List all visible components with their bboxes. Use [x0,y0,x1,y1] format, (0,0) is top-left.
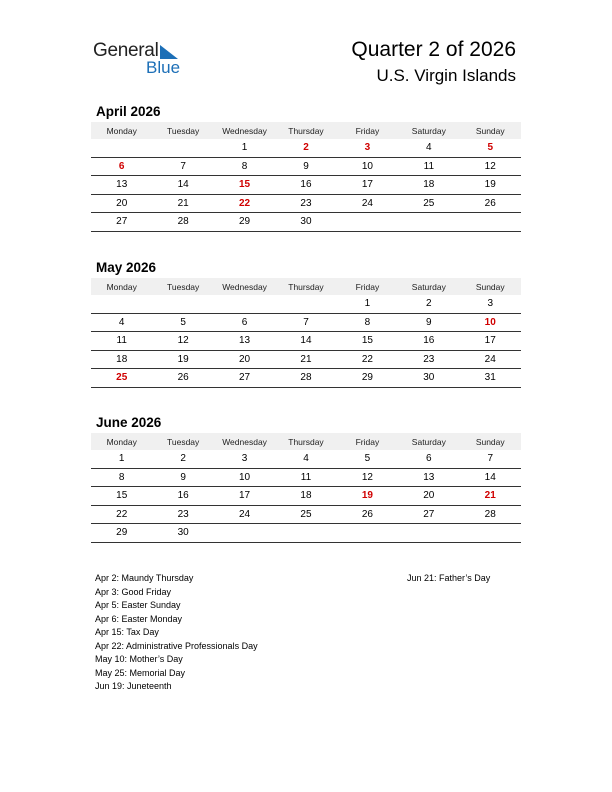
weekday-label: Tuesday [166,125,200,136]
day-cell: 11 [300,471,312,483]
day-cell: 18 [300,490,312,502]
day-cell: 5 [180,316,186,328]
day-cell: 20 [238,353,251,365]
day-cell: 3 [487,298,494,310]
weekday-label: Wednesday [222,281,267,292]
day-cell: 10 [238,471,251,483]
day-cell: 20 [116,197,128,209]
day-cell: 27 [116,216,128,228]
weekday-label: Tuesday [166,436,200,447]
day-cell: 29 [361,372,373,384]
weekday-header [91,433,521,450]
weekday-label: Monday [106,281,137,292]
weekday-label: Tuesday [166,281,200,292]
holiday-list [95,572,258,694]
holiday-item: Apr 2: Maundy Thursday [95,573,194,583]
day-cell: 17 [238,490,251,502]
day-cell: 12 [361,471,373,483]
day-cell: 30 [300,216,312,228]
holiday-item: May 10: Mother’s Day [95,654,183,664]
day-cell: 29 [116,527,128,539]
weekday-label: Thursday [288,125,324,136]
day-cell: 19 [361,490,373,502]
generalblue-logo [93,40,193,80]
day-cell: 25 [300,508,312,520]
day-cell: 25 [423,197,435,209]
day-cell: 28 [300,372,312,384]
holiday-item: Apr 5: Easter Sunday [95,600,181,610]
page-subtitle: U.S. Virgin Islands [376,66,516,85]
day-cell: 13 [116,179,128,191]
weekday-header [91,122,521,139]
month-name: April 2026 [96,104,161,119]
day-cell: 11 [423,160,435,172]
day-cell: 24 [238,508,251,520]
weekday-label: Friday [355,125,380,136]
weeks [91,295,521,388]
day-cell: 10 [484,316,496,328]
day-cell: 6 [118,160,125,172]
day-cell: 7 [303,316,309,328]
week-row [91,351,521,370]
day-cell: 4 [303,453,309,465]
week-row [91,469,521,488]
day-cell: 13 [423,471,435,483]
weekday-label: Monday [106,436,137,447]
weekday-label: Friday [355,281,380,292]
week-row [91,195,521,214]
day-cell: 5 [364,453,371,465]
week-row [91,314,521,333]
day-cell: 16 [177,490,189,502]
weekday-label: Sunday [475,281,505,292]
day-cell: 6 [426,453,432,465]
holiday-list-2 [407,572,490,586]
weekday-label: Friday [355,436,380,447]
day-cell: 16 [423,335,435,347]
day-cell: 1 [241,142,248,154]
week-row [91,295,521,314]
week-row [91,139,521,158]
day-cell: 14 [177,179,189,191]
day-cell: 15 [238,179,251,191]
day-cell: 27 [238,372,251,384]
day-cell: 3 [364,142,371,154]
day-cell: 2 [303,142,309,154]
week-row [91,332,521,351]
week-row [91,158,521,177]
month-block-0 [91,102,521,232]
holiday-item: May 25: Memorial Day [95,667,186,678]
day-cell: 4 [118,316,125,328]
week-row [91,524,521,543]
day-cell: 19 [484,179,496,191]
day-cell: 9 [426,316,432,328]
logo-flag-icon [160,45,180,59]
weekday-label: Thursday [288,436,324,447]
day-cell: 16 [300,179,312,191]
holiday-item: Apr 6: Easter Monday [95,613,183,624]
day-cell: 4 [426,142,432,154]
day-cell: 8 [364,316,371,328]
page-title: Quarter 2 of 2026 [351,38,516,61]
day-cell: 22 [116,508,128,520]
month-block-2 [91,413,521,543]
week-row [91,369,521,388]
weeks [91,450,521,543]
day-cell: 9 [180,471,186,483]
day-cell: 8 [118,471,125,483]
day-cell: 2 [426,298,432,310]
day-cell: 1 [364,298,371,310]
month-name: June 2026 [96,415,162,430]
day-cell: 23 [177,508,189,520]
day-cell: 17 [361,179,373,191]
day-cell: 17 [484,335,496,347]
day-cell: 26 [177,372,189,384]
day-cell: 8 [241,160,248,172]
week-row [91,213,521,232]
holiday-item: Apr 3: Good Friday [95,586,172,597]
day-cell: 12 [177,335,189,347]
weekday-header [91,278,521,295]
day-cell: 5 [487,142,494,154]
weeks [91,139,521,232]
day-cell: 15 [116,490,128,502]
logo-word-general: General [93,40,159,61]
day-cell: 11 [116,335,127,347]
day-cell: 30 [423,372,435,384]
day-cell: 27 [423,508,435,520]
day-cell: 31 [484,372,496,384]
day-cell: 22 [238,197,251,209]
day-cell: 6 [241,316,248,328]
day-cell: 12 [484,160,496,172]
weekday-label: Wednesday [222,125,267,136]
day-cell: 21 [484,490,496,502]
day-cell: 10 [361,160,373,172]
day-cell: 7 [487,453,494,465]
day-cell: 24 [484,353,496,365]
holiday-item: Apr 15: Tax Day [95,627,159,637]
week-row [91,450,521,469]
month-name: May 2026 [96,260,157,275]
day-cell: 22 [361,353,373,365]
day-cell: 26 [361,508,373,520]
weekday-label: Sunday [475,125,505,136]
day-cell: 24 [361,197,373,209]
day-cell: 25 [116,372,128,384]
weekday-label: Saturday [411,125,446,136]
day-cell: 18 [423,179,435,191]
day-cell: 29 [238,216,251,228]
month-block-1 [91,258,521,388]
day-cell: 13 [238,335,251,347]
day-cell: 23 [423,353,435,365]
weekday-label: Sunday [475,436,505,447]
day-cell: 19 [177,353,189,365]
day-cell: 21 [300,353,312,365]
holiday-item: Jun 21: Father’s Day [407,573,491,583]
weekday-label: Saturday [411,281,446,292]
week-row [91,506,521,525]
day-cell: 30 [177,527,189,539]
day-cell: 15 [361,335,373,347]
day-cell: 7 [180,160,186,172]
day-cell: 20 [423,490,435,502]
day-cell: 14 [300,335,312,347]
day-cell: 28 [484,508,496,520]
weekday-label: Wednesday [222,436,267,447]
holiday-item: Apr 22: Administrative Professionals Day [95,640,258,651]
day-cell: 18 [116,353,128,365]
day-cell: 23 [300,197,312,209]
logo-word-blue: Blue [146,58,181,77]
day-cell: 1 [118,453,125,465]
day-cell: 21 [177,197,189,209]
weekday-label: Monday [106,125,137,136]
day-cell: 26 [484,197,496,209]
day-cell: 14 [484,471,496,483]
weekday-label: Saturday [411,436,446,447]
weekday-label: Thursday [288,281,324,292]
day-cell: 28 [177,216,189,228]
week-row [91,176,521,195]
day-cell: 9 [303,160,309,172]
week-row [91,487,521,506]
holiday-item: Jun 19: Juneteenth [95,681,172,691]
day-cell: 2 [180,453,186,465]
day-cell: 3 [241,453,248,465]
